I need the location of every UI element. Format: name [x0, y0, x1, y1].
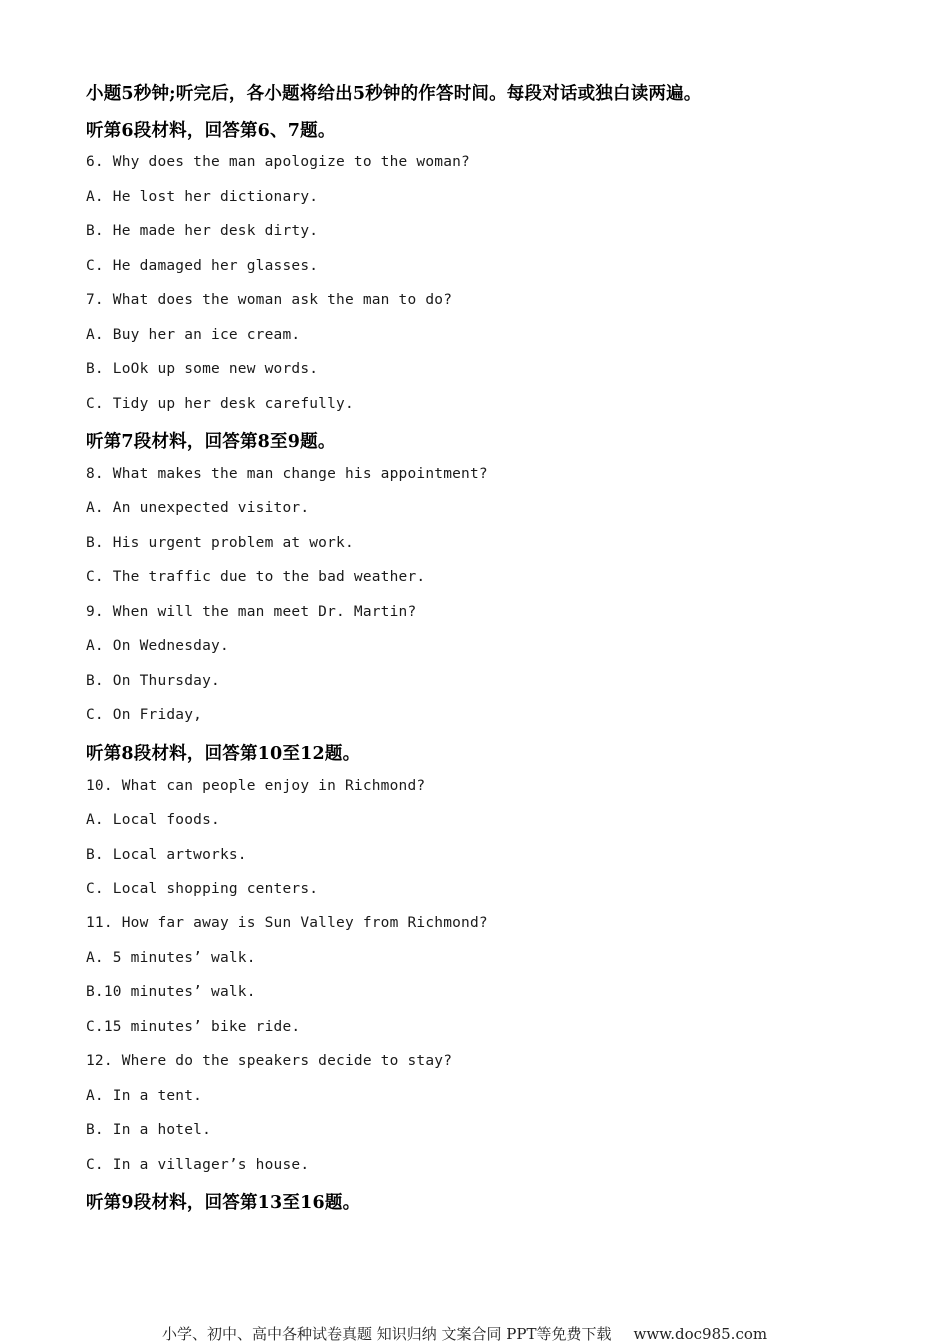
page-footer [162, 1323, 802, 1344]
option-line: C. Local shopping centers. [86, 881, 319, 897]
footer-text: 小学、初中、高中各种试卷真题 知识归纳 文案合同 PPT等免费下载 [162, 1325, 612, 1343]
option-line: C. The traffic due to the bad weather. [86, 569, 426, 585]
section-heading: 听第6段材料，回答第6、7题。 [86, 121, 336, 141]
option-line: B. LoOk up some new words. [86, 361, 319, 377]
option-line: C.15 minutes’ bike ride. [86, 1019, 301, 1035]
option-line: B.10 minutes’ walk. [86, 984, 256, 1000]
option-line: C. In a villager’s house. [86, 1157, 310, 1173]
question-11: 11. How far away is Sun Valley from Richmond? [86, 915, 488, 931]
option-line: B. In a hotel. [86, 1122, 212, 1138]
option-line: A. In a tent. [86, 1088, 203, 1104]
option-line: C. On Friday, [86, 707, 203, 723]
option-line: B. He made her desk dirty. [86, 223, 319, 239]
section-heading: 听第7段材料，回答第8至9题。 [86, 432, 336, 452]
intro-instruction: 小题5秒钟;听完后，各小题将给出5秒钟的作答时间。每段对话或独白读两遍。 [86, 84, 702, 104]
question-12: 12. Where do the speakers decide to stay? [86, 1053, 453, 1069]
question-9: 9. When will the man meet Dr. Martin? [86, 604, 417, 620]
question-8: 8. What makes the man change his appointment? [86, 466, 488, 482]
section-heading: 听第8段材料，回答第10至12题。 [86, 744, 361, 764]
footer-url[interactable]: www.doc985.com [633, 1325, 768, 1343]
option-line: A. On Wednesday. [86, 638, 229, 654]
option-line: A. 5 minutes’ walk. [86, 950, 256, 966]
option-line: B. His urgent problem at work. [86, 535, 354, 551]
option-line: B. Local artworks. [86, 847, 247, 863]
option-line: A. He lost her dictionary. [86, 189, 319, 205]
option-line: A. An unexpected visitor. [86, 500, 310, 516]
option-line: C. He damaged her glasses. [86, 258, 319, 274]
option-line: C. Tidy up her desk carefully. [86, 396, 354, 412]
section-heading: 听第9段材料，回答第13至16题。 [86, 1193, 361, 1213]
question-7: 7. What does the woman ask the man to do? [86, 292, 453, 308]
option-line: A. Local foods. [86, 812, 220, 828]
option-line: A. Buy her an ice cream. [86, 327, 301, 343]
question-6: 6. Why does the man apologize to the woman? [86, 154, 470, 170]
option-line: B. On Thursday. [86, 673, 220, 689]
question-10: 10. What can people enjoy in Richmond? [86, 778, 426, 794]
